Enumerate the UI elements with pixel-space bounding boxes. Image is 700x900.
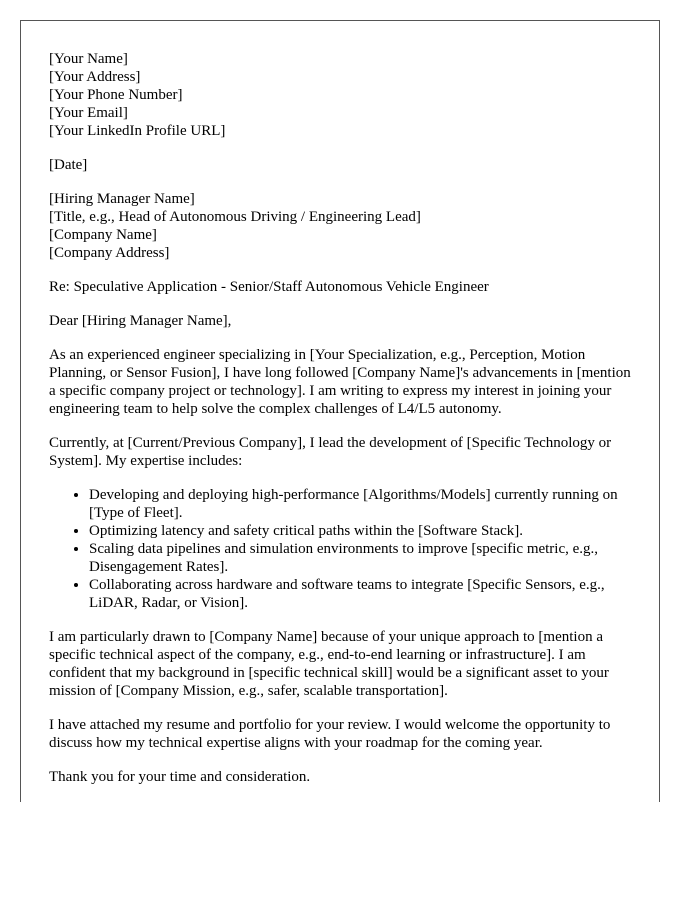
current-role-paragraph: Currently, at [Current/Previous Company], I lead the development of [Specific Technology or System]. My expertise includes:	[49, 435, 612, 469]
attachment-paragraph: I have attached my resume and portfolio for your review. I would welcome the opportunity to discuss how my technical expertise aligns with your roadmap for the coming year.	[49, 717, 611, 751]
list-item: • Collaborating across hardware and software teams to integrate [Specific Sensors, e.g., LiDAR, Radar, or Vision].	[89, 576, 641, 612]
date-block	[49, 156, 641, 174]
sender-name: [Your Name]	[49, 51, 128, 67]
list-item: • Optimizing latency and safety critical paths within the [Software Stack].	[89, 522, 641, 540]
letter-content	[49, 50, 641, 802]
sender-block	[49, 50, 641, 140]
sender-phone: [Your Phone Number]	[49, 87, 183, 103]
list-item: • Developing and deploying high-performance [Algorithms/Models] currently running on [Type of Fleet].	[89, 486, 641, 522]
recipient-name: [Hiring Manager Name]	[49, 191, 195, 207]
recipient-title: [Title, e.g., Head of Autonomous Driving / Engineering Lead]	[49, 209, 421, 225]
interest-paragraph: I am particularly drawn to [Company Name] because of your unique approach to [mention a specific technical aspect of the company, e.g., end-to-end learning or infrastructure]. I am confident that my background in [specific technical skill] would be a significant asset to your mission of [Company Mission, e.g., safer, scalable transportation].	[49, 629, 609, 699]
closing-line: Thank you for your time and consideration.	[49, 769, 311, 785]
subject-line: Re: Speculative Application - Senior/Staff Autonomous Vehicle Engineer	[49, 279, 489, 295]
recipient-block	[49, 190, 641, 262]
recipient-company: [Company Name]	[49, 227, 157, 243]
letter-date: [Date]	[49, 157, 88, 173]
letter-page	[20, 20, 660, 802]
expertise-list	[49, 486, 641, 612]
list-item: • Scaling data pipelines and simulation environments to improve [specific metric, e.g., Disengagement Rates].	[89, 540, 641, 576]
sender-email: [Your Email]	[49, 105, 128, 121]
sender-linkedin: [Your LinkedIn Profile URL]	[49, 123, 226, 139]
intro-paragraph: As an experienced engineer specializing in [Your Specialization, e.g., Perception, Motion Planning, or Sensor Fusion], I have long followed [Company Name]'s advancements in [mention a specific company project or technology]. I am writing to express my interest in joining your engineering team to help solve the complex challenges of L4/L5 autonomy.	[49, 347, 631, 417]
recipient-address: [Company Address]	[49, 245, 170, 261]
sender-address: [Your Address]	[49, 69, 141, 85]
salutation: Dear [Hiring Manager Name],	[49, 313, 232, 329]
